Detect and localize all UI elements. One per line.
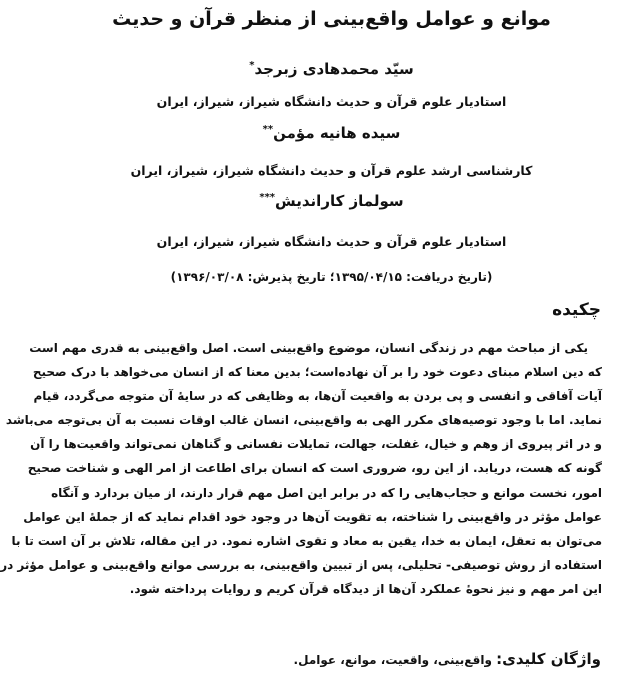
abstract-line: گونه که هست، دریابد. از این رو، ضروری است که انسان برای اطاعت از امر الهی و شناخت صحیح: [27, 461, 602, 476]
footnote-mark: *: [249, 60, 255, 71]
footnote-mark: **: [262, 124, 274, 135]
author-name: سولماز کاراندیش***: [259, 192, 404, 210]
abstract-line: و در اثر پیروی از وهم و خیال، غفلت، جهالت، تمایلات نفسانی و گناهان نمی‌تواند واقعیت‌ها را آن: [30, 437, 602, 452]
abstract-line: یکی از مباحث مهم در زندگی انسان، موضوع واقع‌بینی است. اصل واقع‌بینی به قدری مهم است: [29, 341, 588, 355]
article-title: موانع و عوامل واقع‌بینی از منظر قرآن و حدیث: [112, 8, 551, 30]
abstract-heading: چکیده: [552, 300, 601, 320]
abstract-line: این امر مهم و نیز نحوهٔ عملکرد آن‌ها از دیدگاه قرآن کریم و روایات پرداخته شود.: [129, 581, 602, 596]
received-accepted-dates: (تاریخ دریافت: ۱۳۹۵/۰۴/۱۵؛ تاریخ پذیرش: ۱۳۹۶/۰۳/۰۸): [170, 270, 493, 284]
author-affiliation: استادیار علوم قرآن و حدیث دانشگاه شیراز، شیراز، ایران: [156, 234, 507, 249]
author-affiliation: استادیار علوم قرآن و حدیث دانشگاه شیراز، شیراز، ایران: [156, 94, 507, 109]
abstract-line: نماید. اما با وجود توصیه‌های مکرر الهی به واقع‌بینی، انسان غالب اوقات نسبت به آن بی‌توجه می‌باشد: [5, 413, 602, 428]
abstract-line: عوامل مؤثر در واقع‌بینی را شناخته، به تقویت آن‌ها در وجود خود اقدام نماید که از جملهٔ این عوامل: [23, 509, 602, 524]
keywords-value: واقع‌بینی، واقعیت، موانع، عوامل.: [293, 653, 492, 667]
footnote-mark: ***: [259, 192, 276, 203]
abstract-line: استفاده از روش توصیفی- تحلیلی، پس از تبیین واقع‌بینی، به بررسی موانع واقع‌بینی و عوامل مؤثر در: [0, 557, 602, 572]
abstract-line: امور، نخست موانع و حجاب‌هایی را که در برابر این اصل مهم قرار دارند، از میان بردارد و آنگاه: [51, 485, 602, 500]
keywords: [294, 650, 601, 668]
keywords-label: واژگان کلیدی:: [496, 650, 601, 668]
abstract-line: که دین اسلام مبنای دعوت خود را بر آن نهاده‌است؛ بدین معنا که از انسان می‌خواهد با درک صحیح: [32, 365, 602, 380]
abstract-line: می‌توان به تعقل، ایمان به خدا، یقین به معاد و تقوی اشاره نمود. در این مقاله، تلاش بر آن است تا با: [11, 533, 602, 548]
author-name: سیده هانیه مؤمن**: [262, 124, 401, 142]
abstract-line: آیات آفاقی و انفسی و پی بردن به واقعیت آن‌ها، به وظایفی که در سایهٔ آن متوجه می‌گردد، قیام: [33, 389, 602, 404]
abstract-body: [0, 336, 602, 601]
author-affiliation: کارشناسی ارشد علوم قرآن و حدیث دانشگاه شیراز، شیراز، ایران: [130, 163, 533, 178]
author-name: سیّد محمدهادی زبرجد*: [249, 60, 414, 78]
